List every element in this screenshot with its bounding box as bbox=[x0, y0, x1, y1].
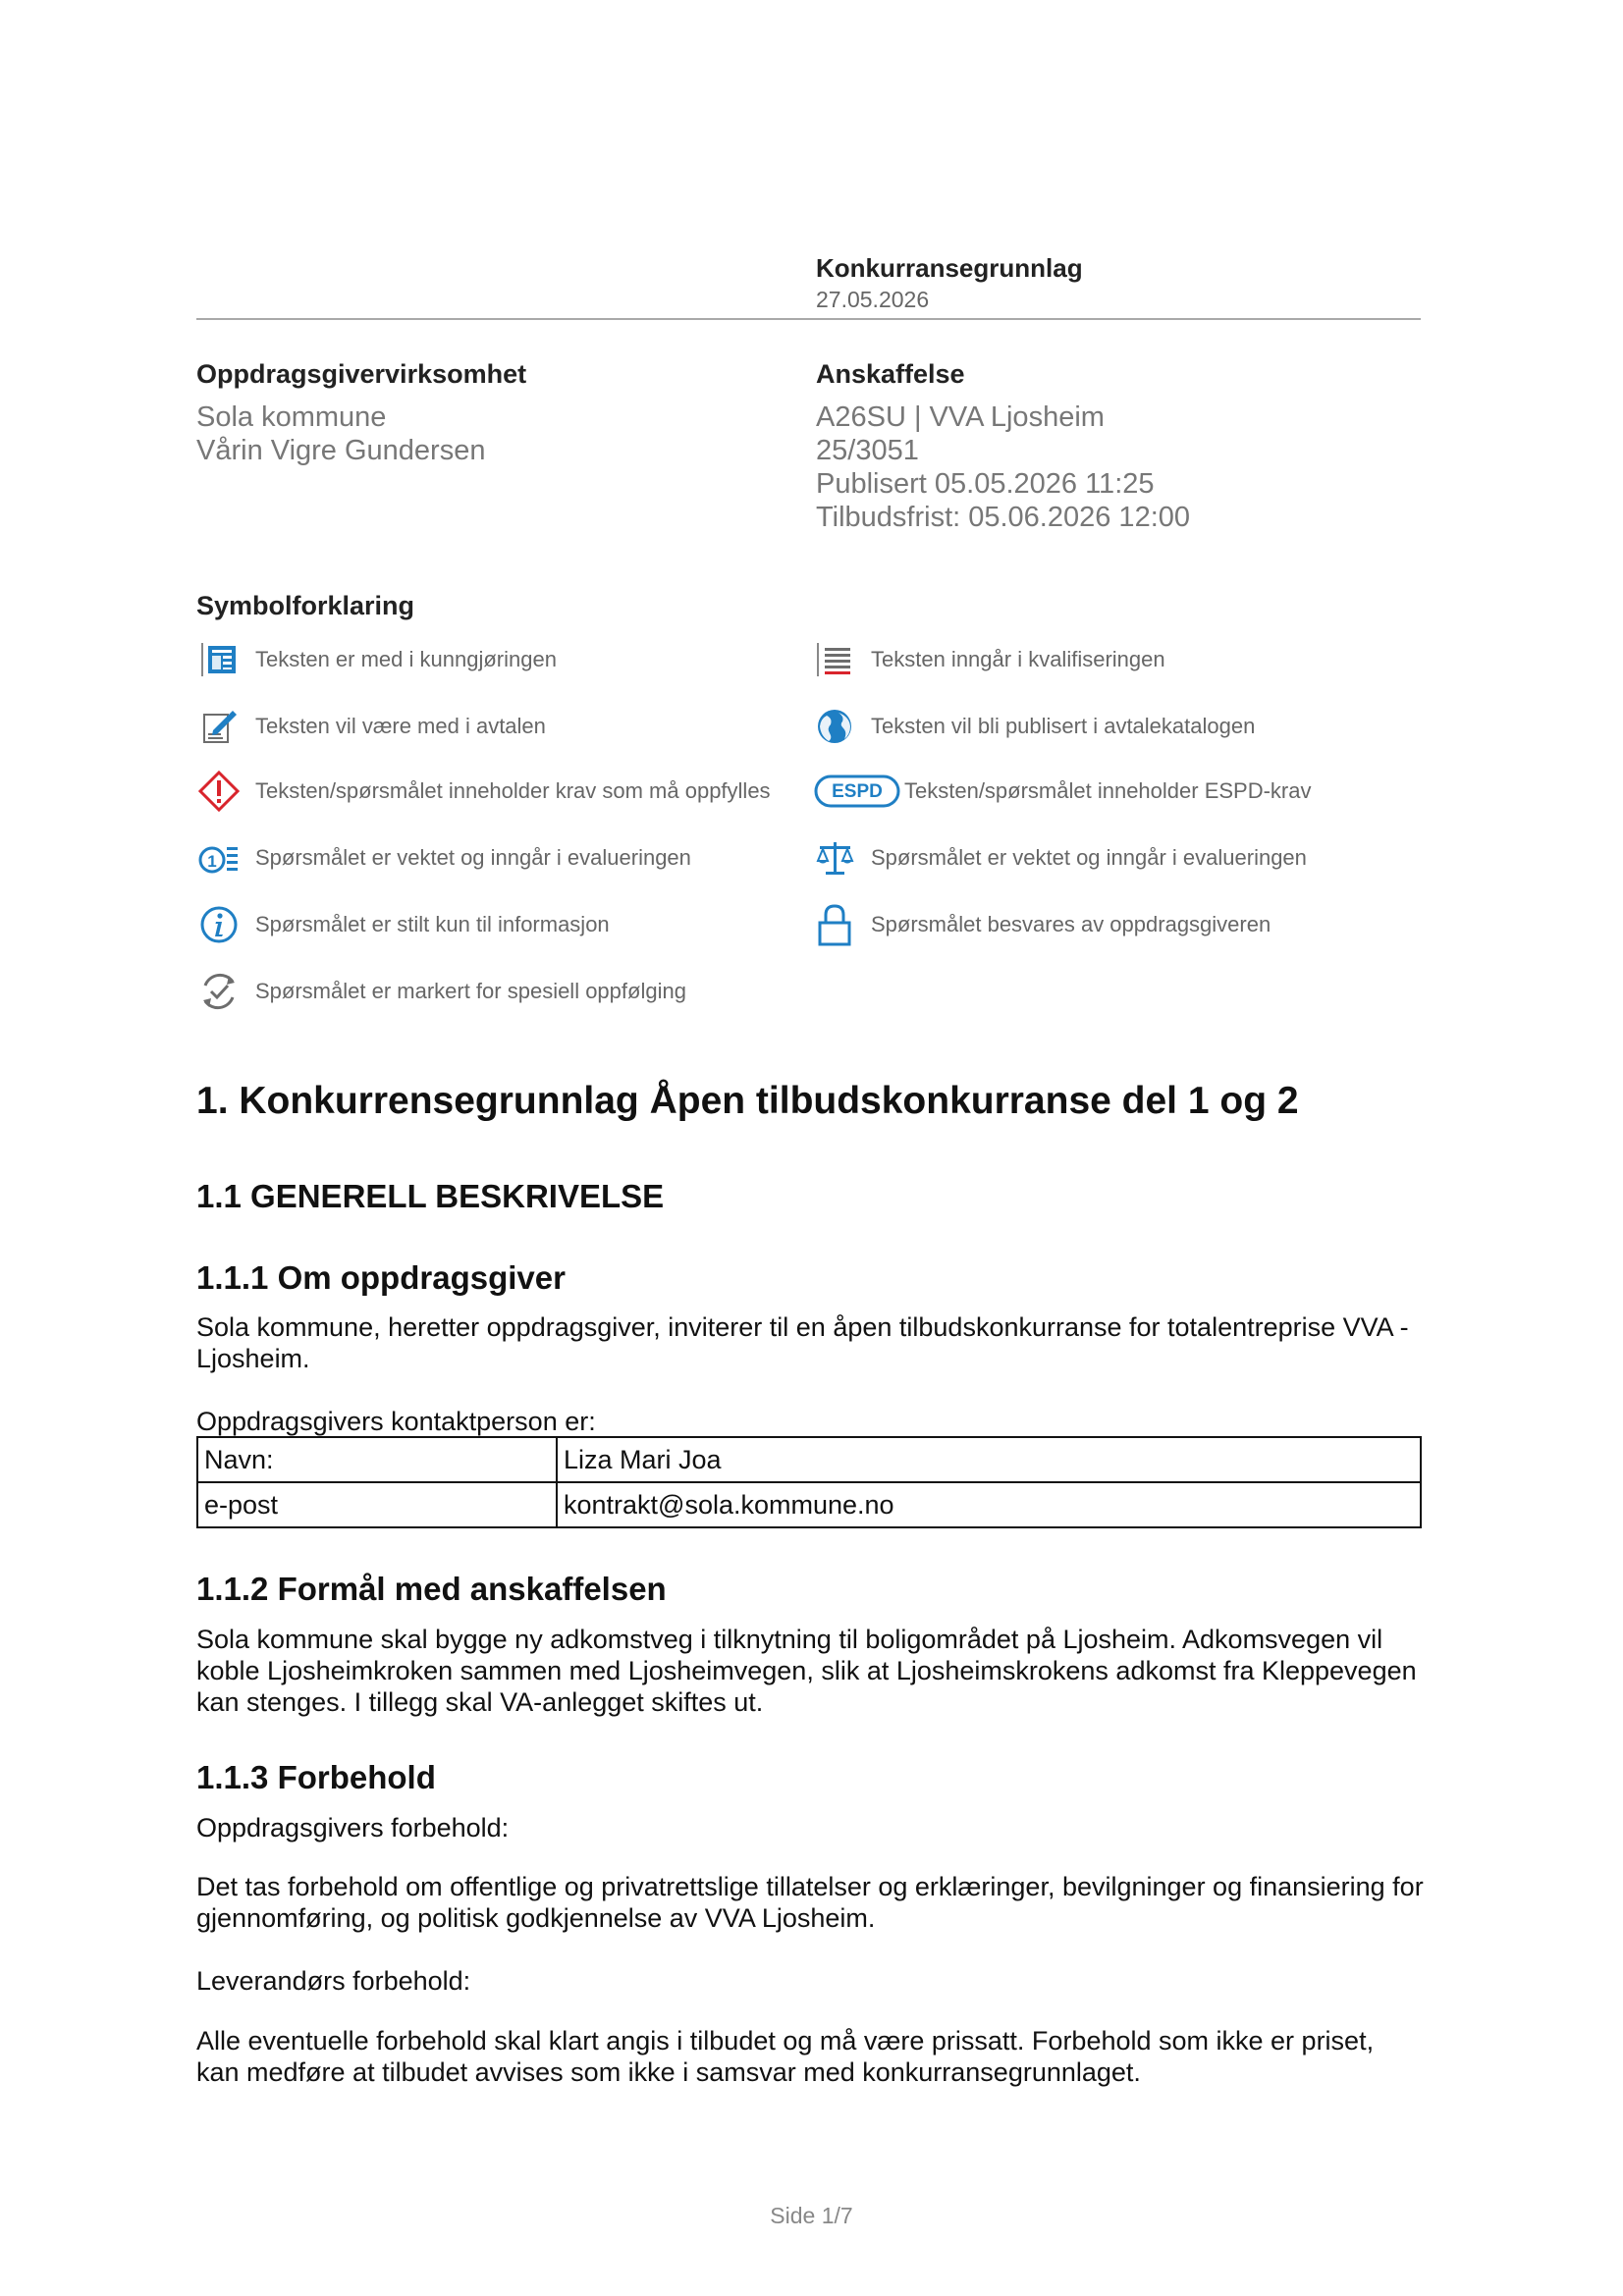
procurement-name: A26SU | VVA Ljosheim bbox=[816, 401, 1105, 433]
svg-text:1: 1 bbox=[207, 852, 217, 871]
procurement-info bbox=[816, 400, 1190, 534]
followup-icon bbox=[196, 969, 242, 1014]
globe-icon bbox=[812, 704, 857, 749]
procurement-deadline: Tilbudsfrist: 05.06.2026 12:00 bbox=[816, 502, 1191, 533]
contact-name-value: Liza Mari Joa bbox=[557, 1437, 1421, 1482]
legend-text: Spørsmålet er vektet og inngår i evalueringen bbox=[255, 845, 691, 870]
info-icon bbox=[196, 902, 242, 947]
contact-email-key: e-post bbox=[197, 1482, 557, 1527]
legend-item-info bbox=[196, 901, 610, 948]
legend-item-scale bbox=[812, 834, 1307, 881]
client-name: Sola kommune bbox=[196, 401, 387, 433]
client-reservation-label: Oppdragsgivers forbehold: bbox=[196, 1813, 510, 1842]
section-1-1-1-heading: 1.1.1 Om oppdragsgiver bbox=[196, 1259, 566, 1296]
contact-table bbox=[196, 1436, 1422, 1528]
contract-edit-icon bbox=[196, 704, 242, 749]
legend-text: Spørsmålet er markert for spesiell oppfølging bbox=[255, 979, 686, 1003]
legend-item-lock bbox=[812, 901, 1271, 948]
table-row bbox=[197, 1482, 1421, 1527]
header-divider bbox=[196, 318, 1421, 320]
page-number: Side 1/7 bbox=[770, 2203, 853, 2228]
procurement-published: Publisert 05.05.2026 11:25 bbox=[816, 468, 1155, 500]
supplier-reservation-label: Leverandørs forbehold: bbox=[196, 1966, 471, 1996]
announcement-icon bbox=[196, 637, 242, 682]
legend-item-announcement bbox=[196, 636, 557, 683]
legend-item-espd bbox=[812, 768, 1312, 815]
svg-text:ESPD: ESPD bbox=[832, 781, 883, 802]
section-1-1-heading: 1.1 GENERELL BESKRIVELSE bbox=[196, 1178, 665, 1214]
client-label: Oppdragsgivervirksomhet bbox=[196, 359, 527, 389]
legend-text: Teksten/spørsmålet inneholder ESPD-krav bbox=[904, 778, 1312, 803]
contact-email-value: kontrakt@sola.kommune.no bbox=[557, 1482, 1421, 1527]
procurement-label: Anskaffelse bbox=[816, 359, 965, 389]
legend-text: Teksten inngår i kvalifiseringen bbox=[871, 647, 1165, 671]
legend-text: Teksten er med i kunngjøringen bbox=[255, 647, 557, 671]
legend-heading: Symbolforklaring bbox=[196, 591, 415, 620]
section-1-heading: 1. Konkurrensegrunnlag Åpen tilbudskonkurranse del 1 og 2 bbox=[196, 1080, 1299, 1122]
document-title: Konkurransegrunnlag bbox=[816, 253, 1083, 283]
contact-name-key: Navn: bbox=[197, 1437, 557, 1482]
weighted-list-icon bbox=[196, 835, 242, 881]
legend-item-catalog bbox=[812, 703, 1255, 750]
section-1-1-3-heading: 1.1.3 Forbehold bbox=[196, 1759, 436, 1795]
legend-text: Teksten vil være med i avtalen bbox=[255, 714, 546, 738]
procurement-reference: 25/3051 bbox=[816, 435, 919, 466]
client-info bbox=[196, 400, 485, 467]
legend-item-qualification bbox=[812, 636, 1165, 683]
legend-item-contract bbox=[196, 703, 546, 750]
client-person: Vårin Vigre Gundersen bbox=[196, 435, 486, 466]
section-1-1-2-heading: 1.1.2 Formål med anskaffelsen bbox=[196, 1571, 667, 1607]
qualification-list-icon bbox=[812, 637, 857, 682]
document-date: 27.05.2026 bbox=[816, 287, 930, 312]
table-row bbox=[197, 1437, 1421, 1482]
warning-icon bbox=[196, 769, 242, 814]
legend-item-requirement bbox=[196, 768, 771, 815]
legend-text: Spørsmålet besvares av oppdragsgiveren bbox=[871, 912, 1271, 936]
espd-badge-icon bbox=[812, 769, 902, 814]
legend-text: Spørsmålet er vektet og inngår i evalueringen bbox=[871, 845, 1307, 870]
lock-icon bbox=[812, 902, 857, 947]
client-reservation-text: Det tas forbehold om offentlige og privatrettslige tillatelser og erklæringer, bevilgninger og finansiering for gjennomføring, og politisk godkjennelse av VVA Ljosheim. bbox=[196, 1872, 1424, 1933]
section-1-1-1-intro: Sola kommune, heretter oppdragsgiver, inviterer til en åpen tilbudskonkurranse for totalentreprise VVA - Ljosheim. bbox=[196, 1312, 1409, 1373]
section-1-1-2-text: Sola kommune skal bygge ny adkomstveg i tilknytning til boligområdet på Ljosheim. Adkomsvegen vil koble Ljosheimkroken sammen med Ljosheimvegen, slik at Ljosheimskrokens adkomst fra Kleppevegen kan stenges. I tillegg skal VA-anlegget skiftes ut. bbox=[196, 1625, 1417, 1717]
legend-item-weighted bbox=[196, 834, 691, 881]
legend-text: Teksten vil bli publisert i avtalekatalogen bbox=[871, 714, 1256, 738]
legend-text: Spørsmålet er stilt kun til informasjon bbox=[255, 912, 610, 936]
legend-text: Teksten/spørsmålet inneholder krav som må oppfylles bbox=[255, 778, 771, 803]
scale-icon bbox=[812, 835, 857, 881]
contact-label: Oppdragsgivers kontaktperson er: bbox=[196, 1407, 596, 1436]
legend-item-followup bbox=[196, 968, 686, 1015]
supplier-reservation-text: Alle eventuelle forbehold skal klart angis i tilbudet og må være prissatt. Forbehold som ikke er priset, kan medføre at tilbudet avvises som ikke i samsvar med konkurransegrunnlaget. bbox=[196, 2026, 1375, 2087]
